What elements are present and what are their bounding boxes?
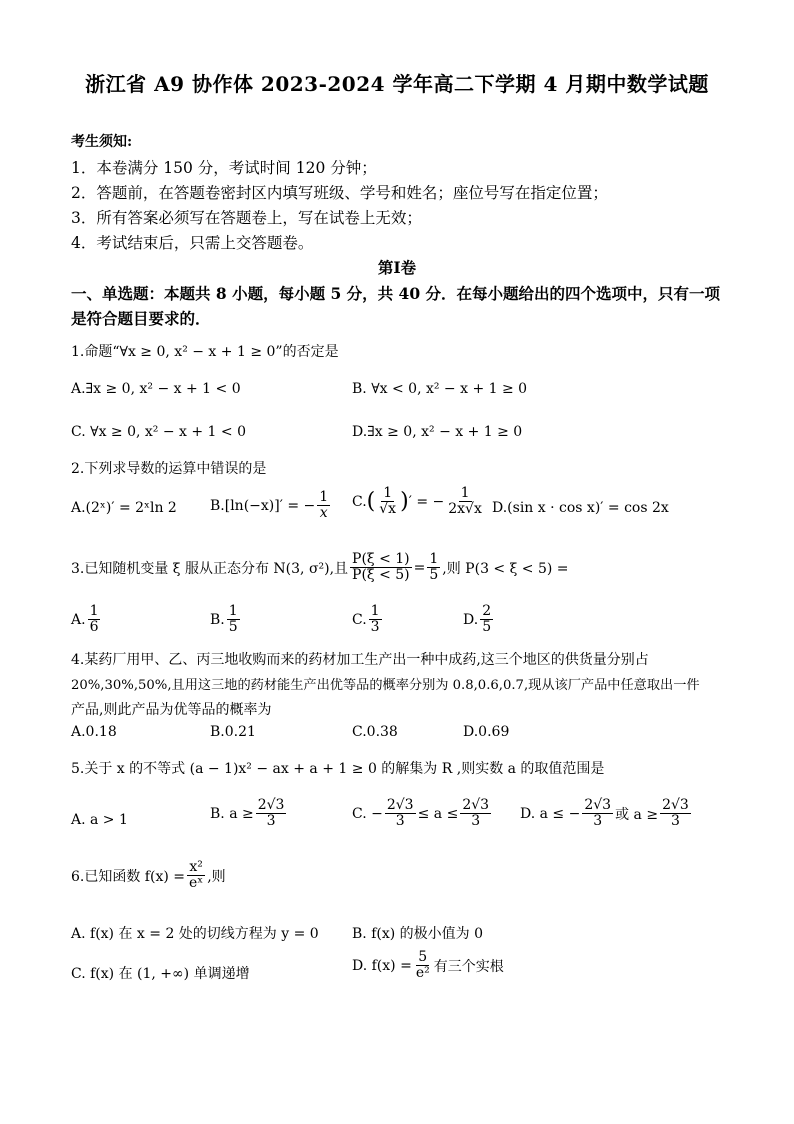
q2-b-prefix: B.[ln(−x)]′ = − (210, 497, 316, 514)
q5-stem: 5.关于 x 的不等式 (a − 1)x² − ax + a + 1 ≥ 0 的解集为 R ,则实数 a 的取值范围是 (71, 761, 605, 777)
q6-option-a: A. f(x) 在 x = 2 处的切线方程为 y = 0 (71, 926, 319, 942)
q4-option-a: A.0.18 (71, 724, 117, 740)
q3-d-den: 5 (482, 619, 492, 636)
q3-b-den: 5 (228, 619, 238, 636)
q2-c-prefix: C. (352, 493, 367, 510)
q5-d-num2: 2√3 (662, 797, 689, 813)
q4-option-b: B.0.21 (210, 724, 256, 740)
q2-b-den: x (319, 505, 328, 522)
q1-option-c: C. ∀x ≥ 0, x² − x + 1 < 0 (71, 424, 247, 440)
q3-c-den: 3 (370, 619, 380, 636)
volume-label: 第Ⅰ卷 (377, 258, 417, 277)
q6-num: x² (189, 859, 203, 875)
q3-d-label: D. (463, 611, 479, 628)
q5-b-num: 2√3 (257, 797, 285, 813)
q2-c-num: 1 (383, 485, 393, 501)
q1-stem: 1.命题“∀x ≥ 0, x² − x + 1 ≥ 0”的否定是 (71, 344, 339, 360)
q6-d-prefix: D. f(x) = (352, 957, 412, 974)
q1-option-b: B. ∀x < 0, x² − x + 1 ≥ 0 (352, 381, 528, 397)
q3-c-num: 1 (370, 603, 380, 619)
q2-stem: 2.下列求导数的运算中错误的是 (71, 461, 267, 477)
q5-c-mid: ≤ a ≤ (417, 805, 459, 822)
q4-line1: 4.某药厂用甲、乙、丙三地收购而来的药材加工生产出一种中成药,这三个地区的供货量分别占 (71, 652, 649, 668)
notice-heading: 考生须知: (71, 134, 133, 150)
q5-c-num1: 2√3 (386, 797, 414, 813)
q5-option-b (210, 798, 288, 830)
q5-c-den2: 3 (471, 813, 481, 830)
q2-b-fraction (317, 490, 330, 522)
notice-item-2: 2．答题前，在答题卷密封区内填写班级、学号和姓名；座位号写在指定位置； (71, 184, 608, 202)
q3-option-c (352, 604, 384, 636)
q3-ratio-num: 1 (429, 551, 439, 567)
q3-stem (71, 552, 569, 584)
q6-stem-post: ,则 (207, 868, 226, 885)
q2-option-b (210, 490, 332, 522)
q5-c-prefix: C. − (352, 805, 383, 822)
q5-d-den1: 3 (593, 813, 603, 830)
q5-b-prefix: B. a ≥ (210, 805, 254, 822)
q3-option-d (463, 604, 495, 636)
q3-d-num: 2 (482, 603, 492, 619)
q3-ratio-fraction (427, 552, 440, 584)
q3-a-label: A. (71, 611, 86, 628)
notice-item-1: 1．本卷满分 150 分，考试时间 120 分钟； (71, 159, 377, 177)
q6-d-num: 5 (418, 949, 428, 965)
q3-stem-pre: 3.已知随机变量 ξ 服从正态分布 N(3, σ²),且 (71, 560, 349, 577)
q3-stem-post: ,则 P(3 < ξ < 5) = (442, 560, 569, 577)
q4-option-c: C.0.38 (352, 724, 398, 740)
q6-stem-pre: 6.已知函数 f(x) = (71, 868, 185, 885)
q3-a-den: 6 (89, 619, 99, 636)
q4-line2: 20%,30%,50%,且用这三地的药材能生产出优等品的概率分别为 0.8,0.6,0.7,现从该厂产品中任意取出一件 (71, 678, 700, 693)
q6-den: eˣ (189, 875, 204, 892)
q6-d-den: e² (415, 965, 430, 982)
q2-b-num: 1 (319, 489, 329, 505)
q3-ratio-den: 5 (429, 567, 439, 584)
q3-c-label: C. (352, 611, 367, 628)
q6-option-c: C. f(x) 在 (1, +∞) 单调递增 (71, 966, 250, 982)
q3-b-num: 1 (228, 603, 238, 619)
q6-d-post: 有三个实根 (433, 958, 504, 975)
q5-option-a: A. a > 1 (71, 812, 128, 828)
q2-c-fraction2 (446, 486, 484, 518)
q1-option-a: A.∃x ≥ 0, x² − x + 1 < 0 (71, 381, 241, 397)
q2-c-num2: 1 (460, 485, 470, 501)
q3-a-num: 1 (89, 603, 99, 619)
q2-c-den: √x (379, 501, 397, 518)
q3-eq: = (413, 559, 426, 576)
q3-frac-num: P(ξ < 1) (352, 551, 410, 567)
q5-c-num2: 2√3 (462, 797, 490, 813)
q5-d-num1: 2√3 (584, 797, 612, 813)
q2-option-a: A.(2ˣ)′ = 2ˣln 2 (71, 500, 177, 516)
q5-option-c (352, 798, 493, 830)
q4-option-d: D.0.69 (463, 724, 510, 740)
q5-option-d (520, 798, 693, 830)
notice-item-3: 3．所有答案必须写在答题卷上，写在试卷上无效； (71, 209, 422, 227)
q2-option-d: D.(sin x · cos x)′ = cos 2x (492, 500, 669, 516)
q1-option-d: D.∃x ≥ 0, x² − x + 1 ≥ 0 (352, 424, 523, 440)
q5-c-den1: 3 (395, 813, 405, 830)
q2-c-eq: ′ = − (408, 493, 445, 510)
q6-option-d (352, 950, 504, 982)
q5-d-prefix: D. a ≤ − (520, 805, 581, 822)
q5-d-den2: 3 (670, 813, 680, 830)
q6-option-b: B. f(x) 的极小值为 0 (352, 926, 483, 942)
q6-stem (71, 860, 226, 892)
q2-c-fraction (377, 486, 398, 518)
page-title: 浙江省 A9 协作体 2023-2024 学年高二下学期 4 月期中数学试题 (85, 72, 709, 96)
q3-option-a (71, 604, 102, 636)
q5-d-mid: 或 a ≥ (615, 806, 659, 823)
section1-line1: 一、单选题：本题共 8 小题，每小题 5 分，共 40 分．在每小题给出的四个选项中，只有一项 (71, 284, 721, 303)
q3-prob-fraction (350, 552, 412, 584)
q5-b-den: 3 (266, 813, 276, 830)
notice-item-4: 4．考试结束后，只需上交答题卷。 (71, 234, 314, 252)
q2-option-c: C. ( $\frac{1}{√x}$ ) ′ = − $\frac{1}{2x√x}$ (352, 485, 482, 518)
q3-frac-den: P(ξ < 5) (352, 567, 410, 584)
q3-option-b (210, 604, 242, 636)
section1-line2: 是符合题目要求的． (71, 309, 211, 328)
q4-line3: 产品,则此产品为优等品的概率为 (71, 702, 272, 718)
q2-c-den2: 2x√x (448, 501, 482, 518)
q3-b-label: B. (210, 611, 225, 628)
